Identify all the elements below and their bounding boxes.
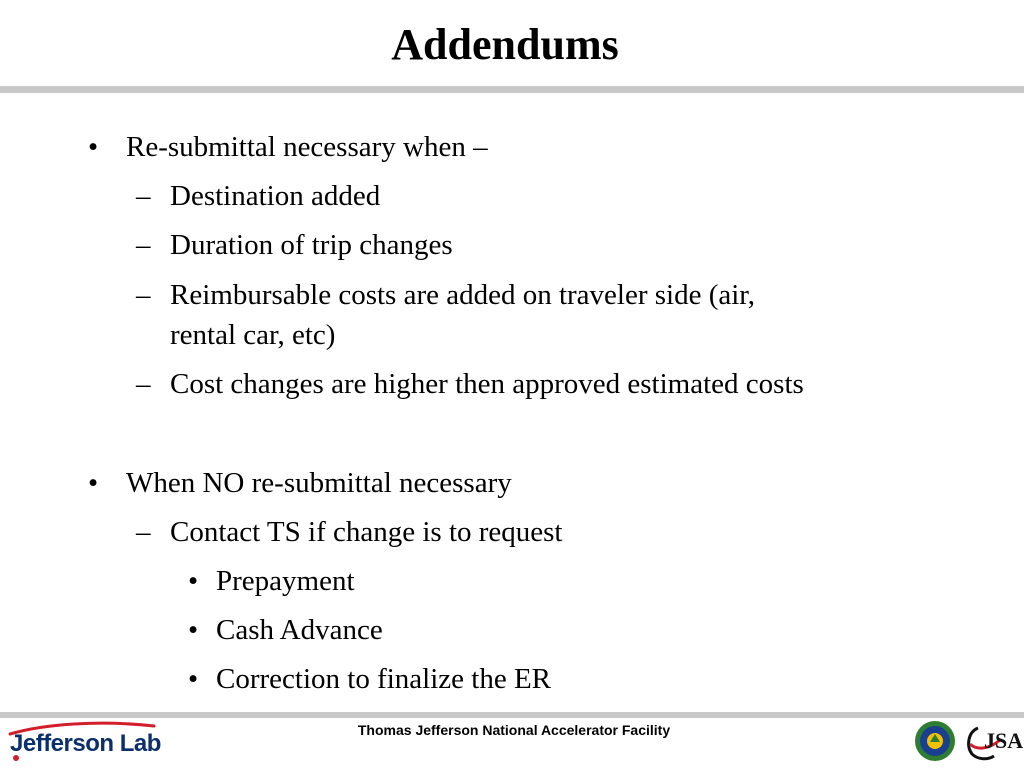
footer-center-text: Thomas Jefferson National Accelerator Facility (357, 722, 671, 738)
bullet-dot-icon: • (188, 565, 199, 597)
en-dash-icon: – (136, 368, 151, 400)
en-dash-icon: – (136, 516, 151, 548)
bullet-dot-icon: • (188, 663, 199, 695)
slide-content: • Re-submittal necessary when – – Destination added – Duration of trip changes – Reimbursable costs are added on traveler side (air, rental car, etc) – Cost changes are higher then approved estimated costs • When NO re-submittal necessary – Contact TS if change is to request • Prepayment • Cash Advance • Correction to finalize the ER (88, 131, 804, 695)
en-dash-icon: – (136, 279, 151, 311)
bullet-dot-icon: • (88, 131, 99, 163)
slide-title: Addendums (391, 20, 619, 69)
en-dash-icon: – (136, 180, 151, 212)
logo-text: Jefferson Lab (10, 730, 161, 757)
doe-seal-icon (914, 720, 956, 762)
jsa-text: JSA (984, 728, 1024, 753)
sub-item-continuation: rental car, etc) (170, 319, 336, 351)
bullet-dot-icon: • (188, 614, 199, 646)
en-dash-icon: – (136, 229, 151, 261)
jsa-logo (960, 722, 1024, 762)
bullet-dot-icon: • (88, 467, 99, 499)
